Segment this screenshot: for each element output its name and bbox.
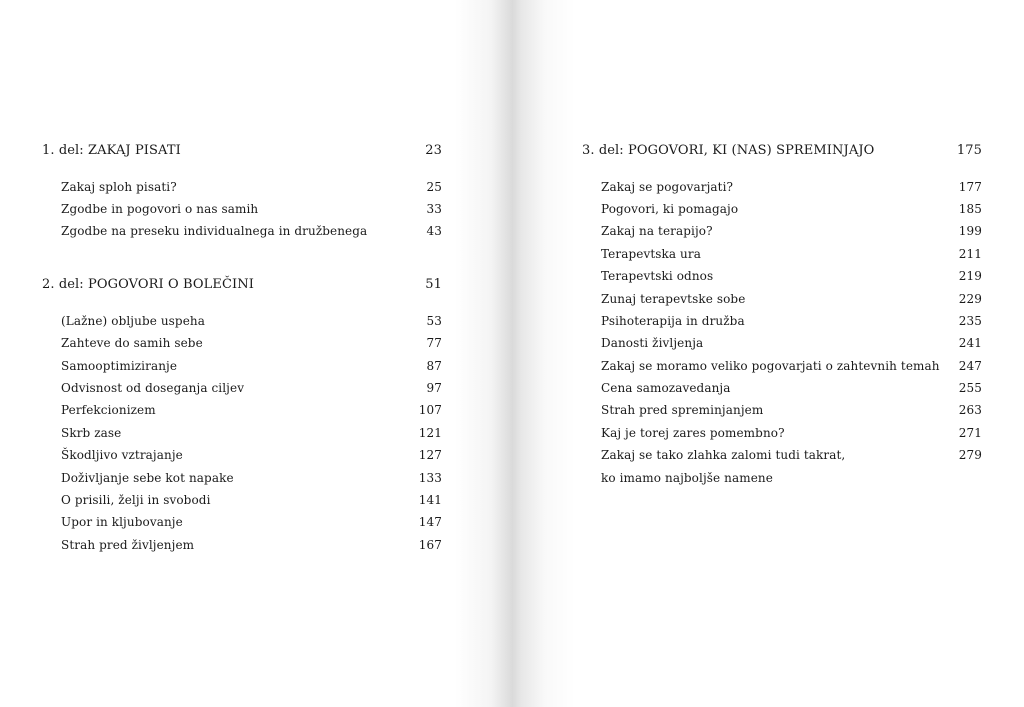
- toc-entry: [582, 178, 982, 196]
- toc-entry: [582, 245, 982, 263]
- toc-entry: [582, 222, 982, 240]
- toc-entry: [582, 267, 982, 285]
- entry-title: Škodljivo vztrajanje: [61, 448, 183, 462]
- toc-entry: [582, 200, 982, 218]
- right-page: [512, 0, 1024, 707]
- toc-entry: [42, 222, 442, 240]
- entry-page-number: 77: [426, 336, 442, 350]
- entry-page-number: 107: [418, 403, 442, 417]
- toc-entry: [42, 469, 442, 487]
- toc-entry: [42, 312, 442, 330]
- toc-entry: [42, 513, 442, 531]
- entry-page-number: 185: [958, 202, 982, 216]
- toc-entry: [582, 312, 982, 330]
- toc-entry-continuation: [582, 469, 982, 487]
- entry-page-number: 121: [418, 426, 442, 440]
- entry-page-number: 53: [426, 314, 442, 328]
- toc-part-heading: [42, 142, 442, 160]
- entry-page-number: 247: [958, 359, 982, 373]
- entry-page-number: 167: [418, 538, 442, 552]
- entry-page-number: 271: [958, 426, 982, 440]
- entry-title: Terapevtska ura: [601, 247, 701, 261]
- entry-title: Terapevtski odnos: [601, 269, 714, 283]
- toc-entry: [42, 401, 442, 419]
- toc-entry: [42, 357, 442, 375]
- toc-entry: [582, 290, 982, 308]
- part-title: 1. del: ZAKAJ PISATI: [42, 143, 181, 158]
- entry-title: Strah pred življenjem: [61, 538, 195, 552]
- entry-page-number: 241: [958, 336, 982, 350]
- toc-entry: [582, 357, 982, 375]
- entry-title: Zahteve do samih sebe: [61, 336, 203, 350]
- entry-page-number: 211: [958, 247, 982, 261]
- entry-page-number: 33: [426, 202, 442, 216]
- entry-page-number: 263: [958, 403, 982, 417]
- entry-page-number: 97: [426, 381, 442, 395]
- entry-page-number: 199: [958, 224, 982, 238]
- part-page-number: 175: [956, 143, 982, 158]
- entry-title: Zakaj se pogovarjati?: [601, 180, 734, 194]
- toc-part-heading: [42, 276, 442, 294]
- toc-entry: [42, 334, 442, 352]
- toc-entry: [42, 424, 442, 442]
- entry-title: Zakaj sploh pisati?: [61, 180, 177, 194]
- entry-title: Cena samozavedanja: [601, 381, 731, 395]
- toc-entry: [582, 334, 982, 352]
- entry-page-number: 219: [958, 269, 982, 283]
- toc-entry: [42, 178, 442, 196]
- part-title: 3. del: POGOVORI, KI (NAS) SPREMINJAJO: [582, 143, 875, 158]
- entry-title: Samooptimiziranje: [61, 359, 178, 373]
- entry-page-number: 141: [418, 493, 442, 507]
- entry-title: Zunaj terapevtske sobe: [601, 292, 746, 306]
- toc-entry: [42, 536, 442, 554]
- entry-page-number: 133: [418, 471, 442, 485]
- entry-title: Strah pred spreminjanjem: [601, 403, 764, 417]
- entry-title: Psihoterapija in družba: [601, 314, 745, 328]
- entry-page-number: 279: [958, 448, 982, 462]
- part-page-number: 51: [425, 277, 442, 292]
- toc-entry: [42, 200, 442, 218]
- entry-title: Odvisnost od doseganja ciljev: [61, 381, 245, 395]
- entry-title: O prisili, želji in svobodi: [61, 493, 211, 507]
- entry-title: Upor in kljubovanje: [61, 515, 183, 529]
- entry-page-number: 235: [958, 314, 982, 328]
- entry-title: Kaj je torej zares pomembno?: [601, 426, 785, 440]
- toc-part-heading: [582, 142, 982, 160]
- toc-entry: [42, 446, 442, 464]
- toc-entry: [582, 446, 982, 464]
- part-title: 2. del: POGOVORI O BOLEČINI: [42, 277, 254, 292]
- entry-page-number: 147: [418, 515, 442, 529]
- entry-page-number: 87: [426, 359, 442, 373]
- entry-title: Skrb zase: [61, 426, 122, 440]
- entry-title: Zakaj na terapijo?: [601, 224, 713, 238]
- toc-entry: [582, 424, 982, 442]
- entry-page-number: 177: [958, 180, 982, 194]
- part-page-number: 23: [425, 143, 442, 158]
- entry-title: Zgodbe in pogovori o nas samih: [61, 202, 259, 216]
- toc-entry: [42, 491, 442, 509]
- toc-entry: [42, 379, 442, 397]
- entry-title: (Lažne) obljube uspeha: [61, 314, 205, 328]
- entry-page-number: 229: [958, 292, 982, 306]
- entry-title: Danosti življenja: [601, 336, 704, 350]
- entry-title: Zakaj se tako zlahka zalomi tudi takrat,: [601, 448, 846, 462]
- entry-page-number: 127: [418, 448, 442, 462]
- entry-page-number: 43: [426, 224, 442, 238]
- entry-page-number: 255: [958, 381, 982, 395]
- entry-title: Doživljanje sebe kot napake: [61, 471, 234, 485]
- entry-title: Pogovori, ki pomagajo: [601, 202, 739, 216]
- entry-title: Zgodbe na preseku individualnega in družbenega: [61, 224, 368, 238]
- entry-title: Perfekcionizem: [61, 403, 156, 417]
- toc-entry: [582, 379, 982, 397]
- entry-page-number: 25: [426, 180, 442, 194]
- entry-title: ko imamo najboljše namene: [601, 471, 773, 485]
- entry-title: Zakaj se moramo veliko pogovarjati o zahtevnih temah: [601, 359, 940, 373]
- toc-entry: [582, 401, 982, 419]
